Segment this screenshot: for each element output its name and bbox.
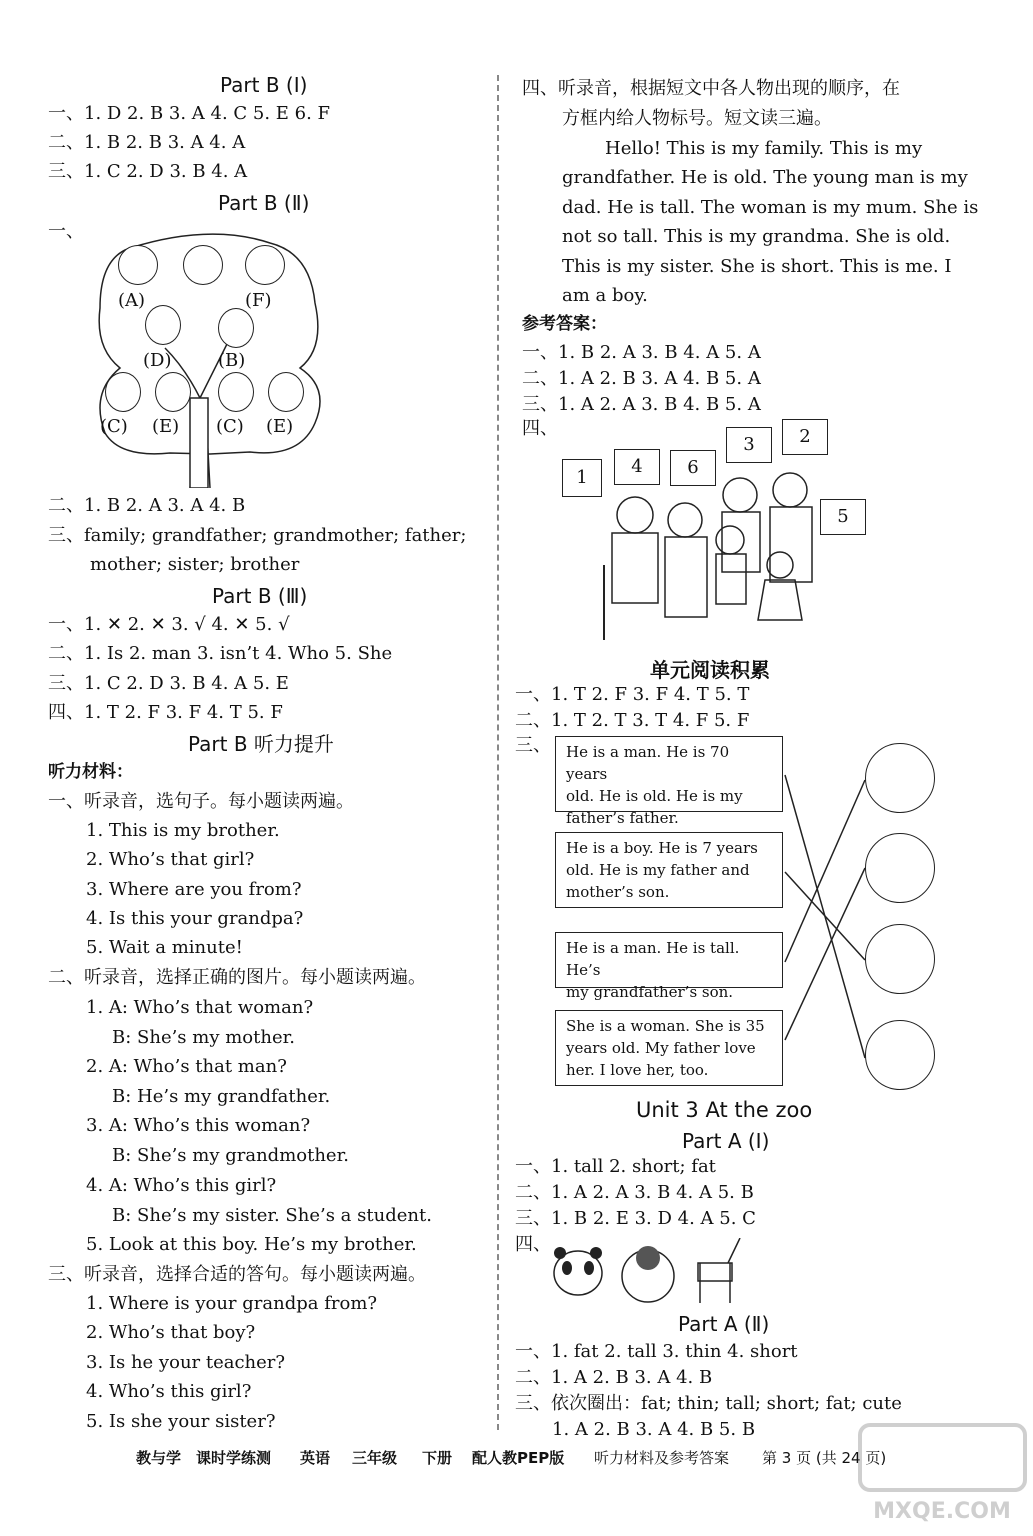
list-item: 5. Wait a minute! [86,937,243,958]
description-box [555,1010,783,1086]
answer-line: 二、1. Is 2. man 3. isn’t 4. Who 5. She [48,643,393,664]
tree-label: (D) [143,350,172,371]
face-icon [218,372,254,412]
face-icon [155,372,191,412]
part-b1-title: Part B (Ⅰ) [220,73,308,97]
description-box [555,932,783,1001]
passage-line: not so tall. This is my grandma. She is old. [562,226,951,247]
number-box: 5 [820,499,866,535]
number-box: 6 [670,450,716,486]
number-box: 2 [782,419,828,455]
list-item: B: She’s my sister. She’s a student. [112,1205,432,1226]
passage-line: Hello! This is my family. This is my [605,138,923,159]
list-item: 1. This is my brother. [86,820,280,841]
unit-title: Unit 3 At the zoo [636,1098,813,1122]
passage-line: grandfather. He is old. The young man is my [562,167,968,188]
footer-edition: 配人教PEP版 [472,1449,565,1467]
tree-label: (A) [118,290,146,311]
answer-line: 一、1. ✕ 2. ✕ 3. √ 4. ✕ 5. √ [48,614,290,635]
question-number: 一、 [48,221,84,242]
box-line: mother’s son. [566,883,670,901]
answer-line: 三、1. C 2. D 3. B 4. A [48,161,248,182]
box-line: old. He is my father and [566,861,750,879]
man-face-icon [865,743,935,813]
tree-label: (B) [218,350,246,371]
list-item: 4. A: Who’s this girl? [86,1175,277,1196]
list-item: B: He’s my grandfather. [112,1086,331,1107]
list-item: 5. Look at this boy. He’s my brother. [86,1234,417,1255]
listening-label: 听力材料： [48,762,133,782]
face-icon [118,245,158,285]
list-item: 4. Who’s this girl? [86,1381,252,1402]
watermark-text: MXQE.COM [873,1499,1011,1524]
answer-line: 三、1. A 2. A 3. B 4. B 5. A [522,394,761,415]
box-line: old. He is old. He is my [566,787,743,805]
answer-line: 一、1. T 2. F 3. F 4. T 5. T [515,684,750,705]
family-illustration [590,470,830,645]
question-number: 三、 [515,735,551,756]
answer-line: 1. A 2. B 3. A 4. B 5. B [552,1419,756,1440]
column-divider [497,75,499,1430]
answer-line: mother; sister; brother [90,554,300,575]
box-line: my grandfather’s son. [566,983,734,1001]
footer-subject: 英语 [300,1449,331,1467]
answer-line: 一、1. tall 2. short; fat [515,1156,716,1177]
list-item: 5. Is she your sister? [86,1411,276,1432]
answer-line: 一、1. fat 2. tall 3. thin 4. short [515,1341,798,1362]
tree-label: (F) [245,290,272,311]
footer-section: 听力材料及参考答案 [594,1449,730,1467]
tree-label: (C) [100,416,128,437]
part-a2-title: Part A (Ⅱ) [678,1312,770,1336]
part-a1-title: Part A (Ⅰ) [682,1129,770,1153]
answer-line: 二、1. T 2. T 3. T 4. F 5. F [515,710,750,731]
woman-face-icon [865,833,935,903]
boy-face-icon [865,1020,935,1090]
section-title: 三、听录音，选择合适的答句。每小题读两遍。 [48,1264,426,1285]
list-item: B: She’s my grandmother. [112,1145,349,1166]
answer-line: 四、1. T 2. F 3. F 4. T 5. F [48,702,283,723]
answer-line: 三、依次圈出：fat; thin; tall; short; fat; cute [515,1393,902,1414]
tree-label: (E) [266,416,294,437]
list-item: 3. Where are you from? [86,879,302,900]
description-box [555,832,783,908]
question-number: 四、 [515,1234,551,1255]
box-line: father’s father. [566,809,679,827]
face-icon [183,245,223,285]
reading-title: 单元阅读积累 [650,658,770,682]
box-line: She is a woman. She is 35 [566,1017,765,1035]
passage-line: dad. He is tall. The woman is my mum. She is [562,197,979,218]
answers-label: 参考答案： [522,314,607,334]
tree-label: (E) [152,416,180,437]
list-item: 4. Is this your grandpa? [86,908,304,929]
list-item: 2. Who’s that boy? [86,1322,256,1343]
answer-line: 二、1. A 2. A 3. B 4. A 5. B [515,1182,754,1203]
description-box [555,736,783,827]
face-icon [245,245,285,285]
answer-line: 二、1. B 2. B 3. A 4. A [48,132,246,153]
part-b2-title: Part B (Ⅱ) [218,191,310,215]
footer-page: 第 3 页 (共 24 页) [762,1449,887,1467]
section-title: 方框内给人物标号。短文读三遍。 [562,108,832,129]
answer-line: 一、1. B 2. A 3. B 4. A 5. A [522,342,761,363]
number-box: 3 [726,427,772,463]
footer-grade: 三年级 [352,1449,398,1467]
section-title: 四、听录音，根据短文中各人物出现的顺序，在 [522,78,900,99]
list-item: 1. A: Who’s that woman? [86,997,314,1018]
face-icon [105,372,141,412]
box-line: He is a man. He is 70 years [566,743,730,783]
box-line: He is a man. He is tall. He’s [566,939,740,979]
section-title: 一、听录音，选句子。每小题读两遍。 [48,791,354,812]
answer-line: 二、1. A 2. B 3. A 4. B 5. A [522,368,761,389]
list-item: 2. Who’s that girl? [86,849,255,870]
part-b3-title: Part B (Ⅲ) [212,584,308,608]
list-item: 1. Where is your grandpa from? [86,1293,378,1314]
face-icon [145,305,181,345]
answer-line: 三、1. C 2. D 3. B 4. A 5. E [48,673,289,694]
footer-brand: 教与学 [136,1449,182,1467]
list-item: 2. A: Who’s that man? [86,1056,287,1077]
answer-line: 一、1. D 2. B 3. A 4. C 5. E 6. F [48,103,331,124]
passage-line: am a boy. [562,285,648,306]
passage-line: This is my sister. She is short. This is me. I [562,256,952,277]
watermark-logo [855,1420,1030,1530]
grandpa-face-icon [865,924,935,994]
footer-volume: 下册 [422,1449,453,1467]
answer-line: 三、family; grandfather; grandmother; father; [48,525,467,546]
list-item: 3. A: Who’s this woman? [86,1115,311,1136]
question-number: 四、 [522,418,558,439]
face-icon [268,372,304,412]
part-b-listening-title: Part B 听力提升 [188,732,334,756]
answer-line: 二、1. A 2. B 3. A 4. B [515,1367,713,1388]
face-icon [218,308,254,348]
number-box: 1 [562,459,602,497]
answer-line: 二、1. B 2. A 3. A 4. B [48,495,246,516]
section-title: 二、听录音，选择正确的图片。每小题读两遍。 [48,967,426,988]
box-line: years old. My father love [566,1039,756,1057]
list-item: 3. Is he your teacher? [86,1352,286,1373]
number-box: 4 [614,449,660,485]
list-item: B: She’s my mother. [112,1027,295,1048]
footer-series: 课时学练测 [196,1449,272,1467]
tree-label: (C) [216,416,244,437]
animals-illustration [550,1238,760,1308]
box-line: her. I love her, too. [566,1061,709,1079]
box-line: He is a boy. He is 7 years [566,839,758,857]
answer-line: 三、1. B 2. E 3. D 4. A 5. C [515,1208,756,1229]
